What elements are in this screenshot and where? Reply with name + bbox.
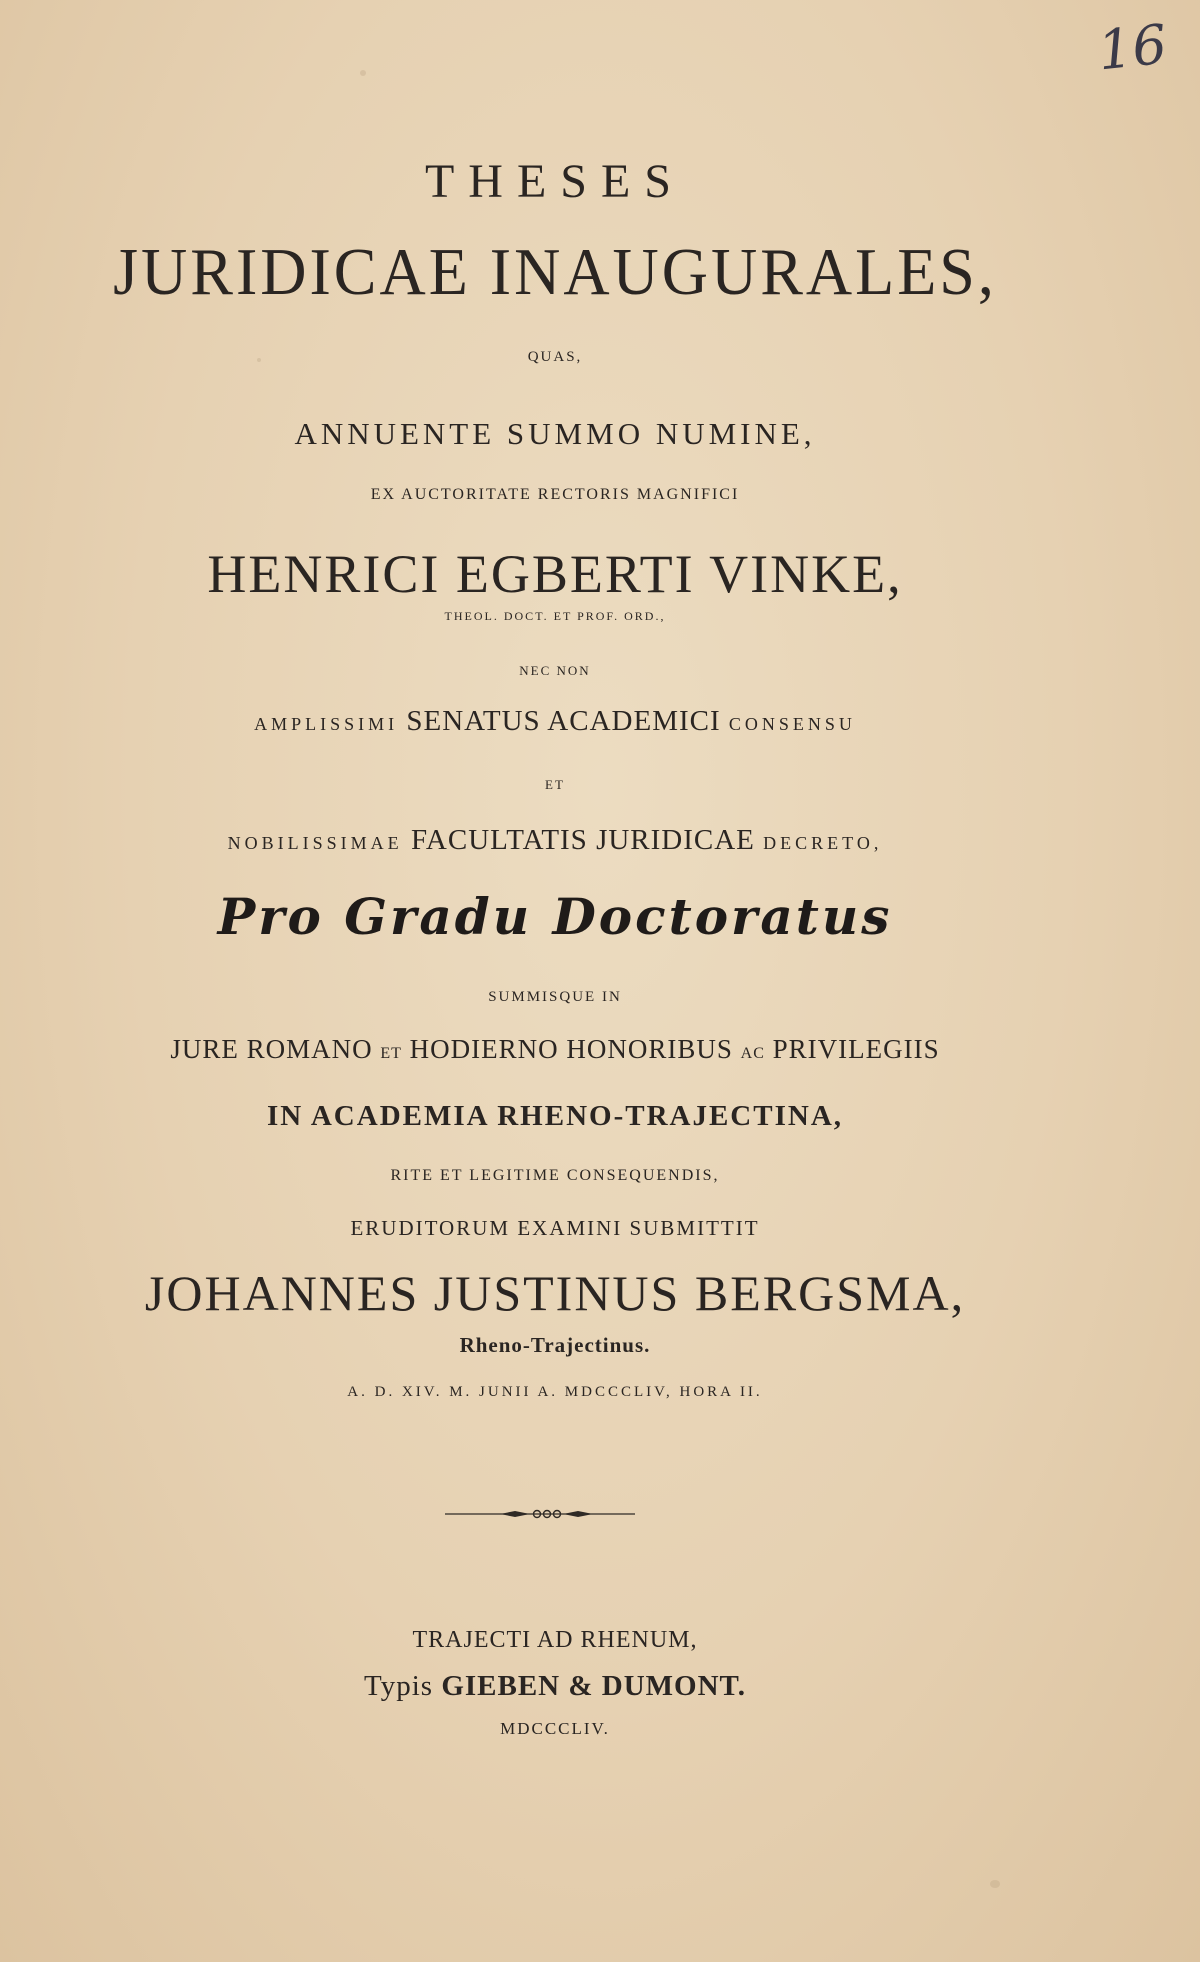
page-number: 16 xyxy=(1094,12,1170,83)
jure-line xyxy=(0,1036,1110,1063)
imprint-printer-line xyxy=(0,1672,1110,1701)
rector-title: THEOL. DOCT. ET PROF. ORD., xyxy=(444,609,666,623)
imprint-typis: Typis xyxy=(364,1670,434,1702)
ornament-divider-icon xyxy=(445,1508,635,1520)
author-origin: Rheno-Trajectinus. xyxy=(459,1333,651,1357)
facultas-line xyxy=(0,826,1110,855)
jure-part-2: HODIERNO HONORIBUS xyxy=(409,1034,733,1064)
imprint-place: TRAJECTI AD RHENUM, xyxy=(412,1627,698,1653)
senatus-pre: AMPLISSIMI xyxy=(254,714,399,734)
jure-part-3: PRIVILEGIIS xyxy=(772,1034,940,1064)
author-name: JOHANNES JUSTINUS BERGSMA, xyxy=(144,1265,966,1321)
ex-auctoritate-line: EX AUCTORITATE RECTORIS MAGNIFICI xyxy=(370,486,740,503)
quas-line: QUAS, xyxy=(527,349,583,365)
annuente-line: ANNUENTE SUMMO NUMINE, xyxy=(294,416,816,451)
imprint-year: MDCCCLIV. xyxy=(500,1719,610,1738)
academia-line: IN ACADEMIA RHENO-TRAJECTINA, xyxy=(266,1100,844,1132)
facultas-pre: NOBILISSIMAE xyxy=(227,833,403,853)
jure-et: ET xyxy=(380,1045,402,1062)
nec-non-line: NEC NON xyxy=(519,663,591,678)
facultas-main: FACULTATIS JURIDICAE xyxy=(410,824,755,856)
facultas-post: DECRETO, xyxy=(763,833,883,853)
defense-date: A. D. XIV. M. JUNII A. MDCCCLIV, HORA II. xyxy=(347,1384,763,1400)
rite-line: RITE ET LEGITIME CONSEQUENDIS, xyxy=(390,1167,720,1184)
rector-name: HENRICI EGBERTI VINKE, xyxy=(207,544,903,604)
jure-part-1: JURE ROMANO xyxy=(170,1034,373,1064)
senatus-post: CONSENSU xyxy=(728,714,856,734)
paper-spot xyxy=(990,1880,1000,1888)
imprint-printer: GIEBEN & DUMONT. xyxy=(441,1670,746,1702)
title-line-1: THESES xyxy=(424,155,685,208)
eruditorum-line: ERUDITORUM EXAMINI SUBMITTIT xyxy=(350,1216,760,1240)
senatus-main: SENATUS ACADEMICI xyxy=(406,705,721,737)
pro-gradu-heading: Pro Gradu Doctoratus xyxy=(217,887,893,946)
jure-ac: AC xyxy=(740,1045,765,1062)
summisque-line: SUMMISQUE IN xyxy=(488,989,622,1005)
title-line-2: JURIDICAE INAUGURALES, xyxy=(113,234,997,309)
paper-spot xyxy=(360,70,366,76)
et-line: ET xyxy=(545,777,565,792)
senatus-line xyxy=(0,707,1110,736)
